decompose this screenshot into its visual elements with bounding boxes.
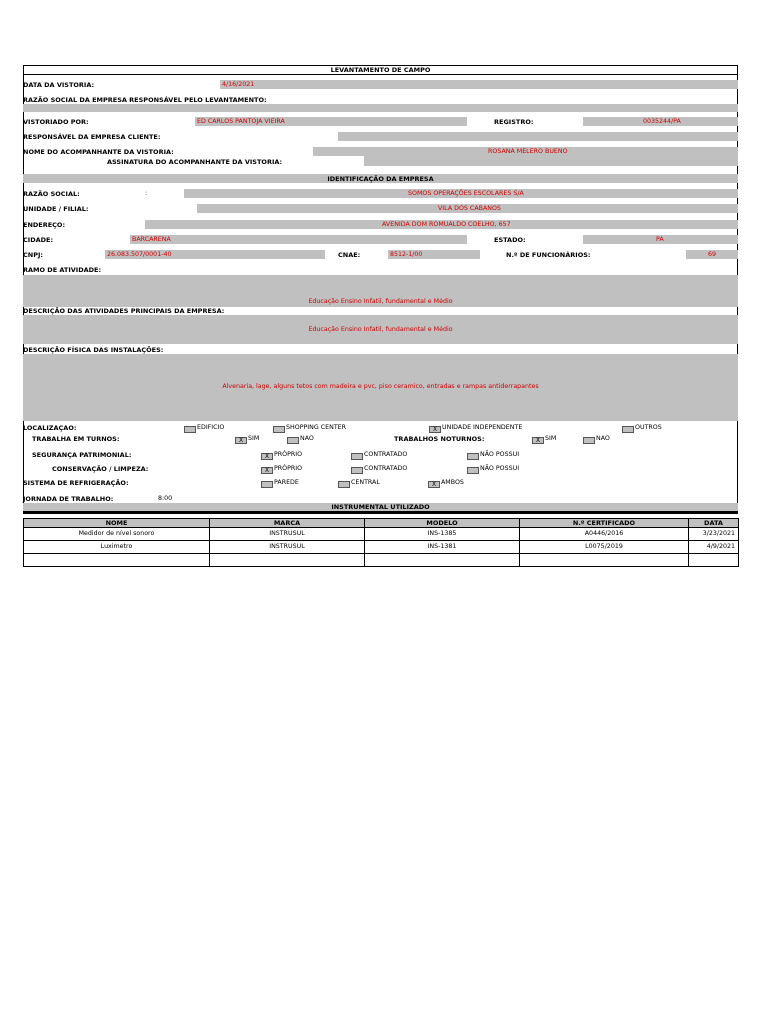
- noturnos-nao-label: NAO: [596, 435, 610, 442]
- table-cell[interactable]: [689, 554, 739, 567]
- table-cell[interactable]: L0075/2019: [520, 541, 689, 554]
- checkbox-parede[interactable]: [261, 481, 273, 488]
- assinatura-label: ASSINATURA DO ACOMPANHANTE DA VISTORIA:: [107, 158, 283, 166]
- razao-resp-field[interactable]: [23, 104, 738, 112]
- vistoriado-value: ED CARLOS PANTOJA VIEIRA: [197, 118, 285, 125]
- refrigeracao-label: SISTEMA DE REFRIGERAÇÃO:: [23, 479, 129, 487]
- central-label: CENTRAL: [351, 479, 380, 486]
- table-row: [24, 541, 739, 554]
- data-vistoria-field[interactable]: [220, 80, 738, 89]
- localizacao-label: LOCALIZAÇAO:: [23, 424, 77, 432]
- table-cell[interactable]: A0446/2016: [520, 528, 689, 541]
- jornada-label: JORNADA DE TRABALHO:: [23, 495, 114, 503]
- data-vistoria-value: 4/16/2021: [222, 81, 255, 88]
- razao-value: SOMOS OPERAÇÕES ESCOLARES S/A: [408, 190, 524, 197]
- shopping-label: SHOPPING CENTER: [286, 424, 347, 431]
- col-header-modelo: MODELO: [365, 519, 520, 528]
- checkbox-cons-nao-possui[interactable]: [467, 467, 479, 474]
- cnpj-label: CNPJ:: [23, 251, 43, 259]
- acomp-label: NOME DO ACOMPANHANTE DA VISTORIA:: [23, 148, 174, 156]
- checkbox-noturnos-nao[interactable]: [583, 437, 595, 444]
- table-row: [24, 554, 739, 567]
- endereco-label: ENDEREÇO:: [23, 221, 66, 229]
- seg-nao-possui-label: NÃO POSSUI: [480, 451, 520, 458]
- table-cell[interactable]: [24, 554, 210, 567]
- checkbox-unidade-independente[interactable]: X: [429, 426, 441, 433]
- cnpj-value: 26.083.507/0001-40: [107, 251, 172, 258]
- col-header-data: DATA: [689, 519, 739, 528]
- divider: [23, 74, 738, 75]
- registro-value: 0035244/PA: [643, 118, 681, 125]
- table-cell[interactable]: INSTRUSUL: [210, 528, 365, 541]
- resp-cliente-label: RESPONSÁVEL DA EMPRESA CLIENTE:: [23, 133, 161, 141]
- instrumental-title: INSTRUMENTAL UTILIZADO: [331, 503, 430, 511]
- unidade-label: UNIDADE / FILIAL:: [23, 205, 89, 213]
- checkbox-turnos-sim[interactable]: X: [235, 437, 247, 444]
- page-title: LEVANTAMENTO DE CAMPO: [330, 66, 431, 74]
- jornada-value: 8:00: [158, 495, 173, 502]
- table-cell[interactable]: Medidor de nível sonoro: [24, 528, 210, 541]
- ramo-value: Educação Ensino Infatil, fundamental e Médio: [308, 298, 453, 305]
- registro-label: REGISTRO:: [494, 118, 534, 126]
- table-cell[interactable]: Luximetro: [24, 541, 210, 554]
- checkbox-central[interactable]: [338, 481, 350, 488]
- cidade-label: CIDADE:: [23, 236, 54, 244]
- checkbox-seg-proprio[interactable]: X: [261, 453, 273, 460]
- endereco-value: AVENIDA DOM ROMUALDO COELHO, 657: [382, 221, 511, 228]
- desc-atividades-label: DESCRIÇÃO DAS ATIVIDADES PRINCIPAIS DA EMPRESA:: [23, 307, 225, 315]
- cnae-value: 8512-1/00: [390, 251, 423, 258]
- ramo-label: RAMO DE ATIVIDADE:: [23, 266, 102, 274]
- instrumental-table: [23, 518, 739, 567]
- assinatura-field[interactable]: [364, 156, 738, 166]
- checkbox-outros[interactable]: [622, 426, 634, 433]
- vistoriado-label: VISTORIADO POR:: [23, 118, 89, 126]
- parede-label: PAREDE: [274, 479, 299, 486]
- estado-label: ESTADO:: [494, 236, 526, 244]
- table-cell[interactable]: [520, 554, 689, 567]
- desc-atividades-value: Educação Ensino Infatil, fundamental e Médio: [308, 326, 453, 333]
- conservacao-label: CONSERVAÇÃO / LIMPEZA:: [52, 465, 149, 473]
- noturnos-sim-label: SIM: [545, 435, 557, 442]
- table-cell[interactable]: INS-1381: [365, 541, 520, 554]
- cons-proprio-label: PRÓPRIO: [274, 465, 303, 472]
- thick-divider: [23, 511, 738, 514]
- unidade-independente-label: UNIDADE INDEPENDENTE: [442, 424, 523, 431]
- table-cell[interactable]: INSTRUSUL: [210, 541, 365, 554]
- ambos-label: AMBOS: [441, 479, 464, 486]
- funcionarios-label: N.º DE FUNCIONÁRIOS:: [506, 251, 591, 259]
- cons-nao-possui-label: NÃO POSSUI: [480, 465, 520, 472]
- funcionarios-value: 69: [708, 251, 717, 258]
- turnos-sim-label: SIM: [248, 435, 260, 442]
- cidade-field[interactable]: [130, 235, 467, 244]
- turnos-nao-label: NAO: [300, 435, 314, 442]
- table-cell[interactable]: 4/9/2021: [689, 541, 739, 554]
- table-cell[interactable]: 3/23/2021: [689, 528, 739, 541]
- desc-fisica-value: Alvenaria, lage, alguns tetos com madeira e pvc, piso ceramico, entradas e rampas antiderrapantes: [222, 383, 539, 390]
- data-vistoria-label: DATA DA VISTORIA:: [23, 81, 95, 89]
- table-cell[interactable]: [210, 554, 365, 567]
- col-header-certificado: N.º CERTIFICADO: [520, 519, 689, 528]
- section-title-empresa: IDENTIFICAÇÃO DA EMPRESA: [327, 175, 434, 183]
- outros-label: OUTROS: [635, 424, 662, 431]
- razao-label: RAZÃO SOCIAL:: [23, 190, 80, 198]
- cons-contratado-label: CONTRATADO: [364, 465, 408, 472]
- checkbox-noturnos-sim[interactable]: X: [532, 437, 544, 444]
- cnae-label: CNAE:: [338, 251, 361, 259]
- checkbox-seg-contratado[interactable]: [351, 453, 363, 460]
- razao-resp-label: RAZÃO SOCIAL DA EMPRESA RESPONSÁVEL PELO LEVANTAMENTO:: [23, 96, 267, 104]
- col-header-nome: NOME: [24, 519, 210, 528]
- estado-value: PA: [656, 236, 664, 243]
- table-row: [24, 528, 739, 541]
- checkbox-cons-contratado[interactable]: [351, 467, 363, 474]
- acomp-value: ROSANA MELERO BUENO: [488, 148, 568, 155]
- resp-cliente-field[interactable]: [338, 132, 738, 141]
- table-cell[interactable]: [365, 554, 520, 567]
- seguranca-label: SEGURANÇA PATRIMONIAL:: [32, 451, 132, 459]
- seg-proprio-label: PRÓPRIO: [274, 451, 303, 458]
- razao-colon: :: [145, 190, 148, 197]
- table-header-row: [24, 519, 739, 528]
- checkbox-edificio[interactable]: [184, 426, 196, 433]
- turnos-label: TRABALHA EM TURNOS:: [32, 435, 120, 443]
- desc-fisica-label: DESCRIÇÃO FÍSICA DAS INSTALAÇÕES:: [23, 346, 164, 354]
- table-cell[interactable]: INS-1385: [365, 528, 520, 541]
- checkbox-shopping[interactable]: [273, 426, 285, 433]
- unidade-value: VILA DOS CABANOS: [438, 205, 501, 212]
- edificio-label: EDIFICIO: [197, 424, 225, 431]
- cidade-value: BARCARENA: [132, 236, 171, 243]
- checkbox-cons-proprio[interactable]: X: [261, 467, 273, 474]
- noturnos-label: TRABALHOS NOTURNOS:: [394, 435, 485, 443]
- checkbox-seg-nao-possui[interactable]: [467, 453, 479, 460]
- seg-contratado-label: CONTRATADO: [364, 451, 408, 458]
- checkbox-ambos[interactable]: X: [428, 481, 440, 488]
- col-header-marca: MARCA: [210, 519, 365, 528]
- checkbox-turnos-nao[interactable]: [287, 437, 299, 444]
